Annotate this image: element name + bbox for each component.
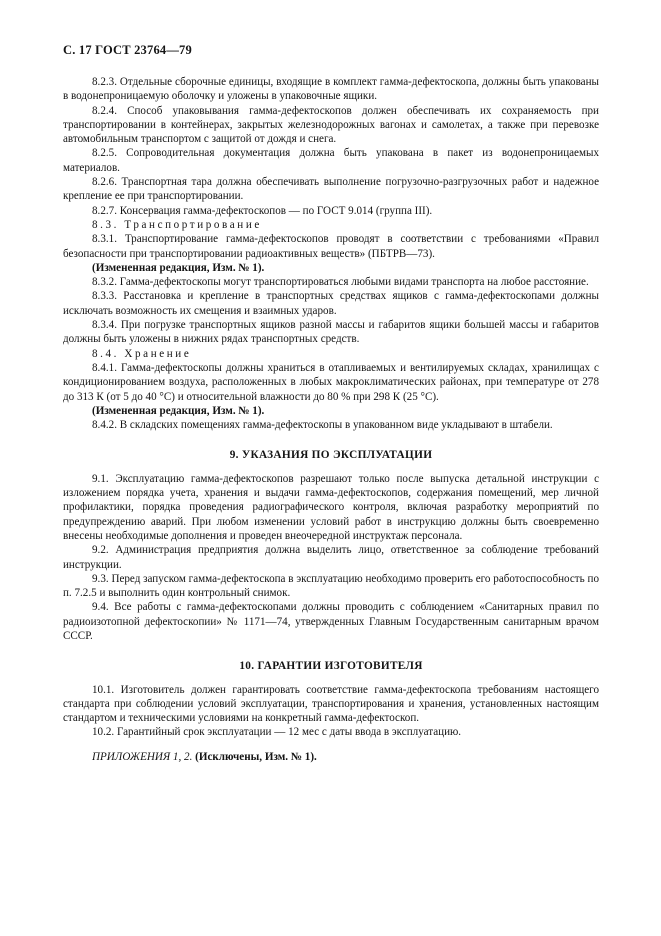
paragraph-10-1: 10.1. Изготовитель должен гарантировать соответствие гамма-дефектоскопа требованиям настоящего стандарта при соблюдении условий эксплуатации, транспортирования и хранения, установленных настоящим стандартом и техническими условиями на конкретный гамма-дефектоскоп. (63, 683, 599, 725)
appendix-note (63, 750, 599, 764)
paragraph-8-4-2: 8.4.2. В складских помещениях гамма-дефектоскопы в упакованном виде укладывают в штабели. (92, 419, 553, 432)
page-header: С. 17 ГОСТ 23764—79 (63, 43, 192, 57)
appendix-label: ПРИЛОЖЕНИЯ 1, 2. (92, 750, 193, 763)
paragraph-8-3-1: 8.3.1. Транспортирование гамма-дефектоскопов проводят в соответствии с требованиями «Правил безопасности при транспортировании радиоактивных веществ» (ПБТРВ—73). (63, 233, 599, 260)
paragraph-8-4-1: 8.4.1. Гамма-дефектоскопы должны храниться в отапливаемых и вентилируемых складах, хранилищах с кондиционированием воздуха, расположенных в любых макроклиматических районах, при температуре от 278 до 313 К (от 5 до 40 °С) и относительной влажности до 80 % при 298 К (25 °С). (63, 361, 599, 403)
paragraph-8-3-3: 8.3.3. Расстановка и крепление в транспортных средствах ящиков с гамма-дефектоскопами должны исключать возможность их смещения и взаимных ударов. (63, 290, 599, 317)
paragraph-10-2: 10.2. Гарантийный срок эксплуатации — 12 мес с даты ввода в эксплуатацию. (92, 726, 462, 739)
paragraph-9-3: 9.3. Перед запуском гамма-дефектоскопа в эксплуатацию необходимо проверить его работоспособность по п. 7.2.5 и выполнить один контрольный снимок. (63, 572, 599, 600)
paragraph-9-2: 9.2. Администрация предприятия должна выделить лицо, ответственное за соблюдение требований инструкции. (63, 544, 599, 571)
paragraph-8-2-3: 8.2.3. Отдельные сборочные единицы, входящие в комплект гамма-дефектоскопа, должны быть упакованы в водонепроницаемую оболочку и уложены в упаковочные ящики. (63, 76, 599, 103)
section-heading-9: 9. УКАЗАНИЯ ПО ЭКСПЛУАТАЦИИ (229, 449, 433, 462)
paragraph-8-2-5: 8.2.5. Сопроводительная документация должна быть упакована в пакет из водонепроницаемых материалов. (63, 147, 599, 174)
paragraph-8-2-4: 8.2.4. Способ упаковывания гамма-дефектоскопов должен обеспечивать их сохраняемость при транспортировании в контейнерах, закрытых железнодорожных вагонах и самолетах, а также при перевозке автомобильным транспортом с защитой от дождя и снега. (63, 104, 599, 146)
paragraph-8-2-6: 8.2.6. Транспортная тара должна обеспечивать выполнение погрузочно-разгрузочных работ и надежное крепление ее при транспортировании. (63, 176, 599, 203)
paragraph-9-1: 9.1. Эксплуатацию гамма-дефектоскопов разрешают только после выпуска детальной инструкции с изложением порядка учета, хранения и выдачи гамма-дефектоскопов, содержания помещений, мер личной профилактики, порядка проведения радиографического контроля, включая разработку мероприятий по предупреждению аварий. При любом изменении условий работ в инструкцию должны быть своевременно внесены необходимые дополнения и проведен внеочередной инструктаж персонала. (63, 472, 599, 542)
paragraph-9-4: 9.4. Все работы с гамма-дефектоскопами должны проводить с соблюдением «Санитарных правил по радиоизотопной дефектоскопии» № 1171—74, утвержденных Главным Государственным санитарным врачом СССР. (63, 601, 599, 642)
section-heading-10: 10. ГАРАНТИИ ИЗГОТОВИТЕЛЯ (239, 660, 423, 673)
paragraph-8-2-7: 8.2.7. Консервация гамма-дефектоскопов — по ГОСТ 9.014 (группа III). (92, 204, 433, 217)
paragraph-8-3-4: 8.3.4. При погрузке транспортных ящиков разной массы и габаритов ящики большей массы и габаритов должны быть уложены в нижних рядах транспортных средств. (63, 319, 599, 346)
heading-8-3-transport: 8.3. Транспортирование (92, 218, 262, 231)
amendment-note: (Измененная редакция, Изм. № 1). (92, 261, 265, 274)
heading-8-4-storage: 8.4. Хранение (92, 347, 192, 360)
paragraph-8-3-2: 8.3.2. Гамма-дефектоскопы могут транспортироваться любыми видами транспорта на любое расстояние. (92, 276, 589, 289)
amendment-note: (Измененная редакция, Изм. № 1). (92, 404, 265, 417)
appendix-excluded: (Исключены, Изм. № 1). (195, 750, 317, 763)
document-body (63, 75, 599, 764)
